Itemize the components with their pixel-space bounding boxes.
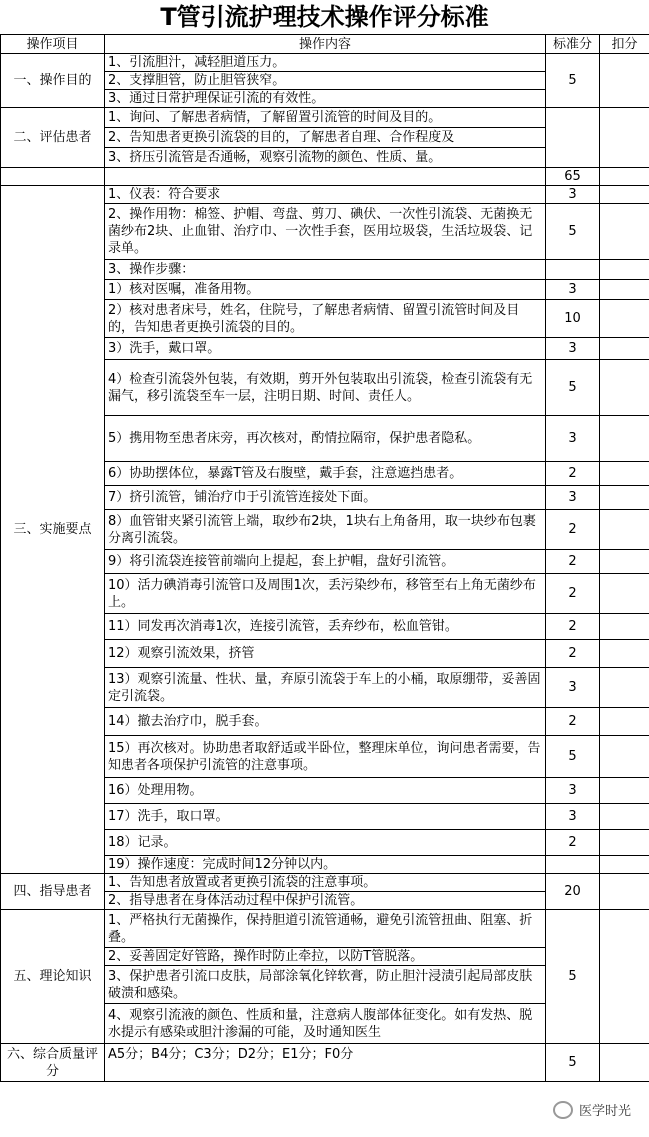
purpose-score: 5 [546,54,600,108]
theory-line-3: 3、保护患者引流口皮肤，局部涂氧化锌软膏，防止胆汁浸渍引起局部皮肤破溃和感染。 [105,966,546,1004]
implement-step-score: 2 [546,510,600,550]
theory-score: 5 [546,910,600,1044]
implement-step: 1、仪表：符合要求 [105,186,546,204]
implement-step-deduction[interactable] [600,550,649,574]
theory-deduction[interactable] [600,910,649,1044]
theory-line-2: 2、妥善固定好管路，操作时防止牵拉，以防T管脱落。 [105,948,546,966]
implement-step-deduction[interactable] [600,338,649,360]
implement-step-score: 2 [546,708,600,736]
category-purpose: 一、操作目的 [1,54,105,108]
implement-step: 3）洗手，戴口罩。 [105,338,546,360]
total-blank-cat [1,168,105,186]
table-header-row [1,35,649,54]
implement-step-deduction[interactable] [600,416,649,462]
purpose-line-1: 1、引流胆汁，减轻胆道压力。 [105,54,546,72]
implement-step-score: 5 [546,736,600,778]
implement-step-deduction[interactable] [600,486,649,510]
guide-deduction[interactable] [600,874,649,910]
assess-line-2: 2、告知患者更换引流袋的目的，了解患者自理、合作程度及 [105,128,546,148]
implement-step-score: 2 [546,550,600,574]
implement-step-deduction[interactable] [600,280,649,300]
table-row [1,54,649,72]
implement-step: 15）再次核对。协助患者取舒适或半卧位，整理床单位，询问患者需要，告知患者各项保护引流管的注意事项。 [105,736,546,778]
guide-line-2: 2、指导患者在身体活动过程中保护引流管。 [105,892,546,910]
implement-step-score: 3 [546,804,600,830]
implement-step-deduction[interactable] [600,736,649,778]
implement-step-score: 10 [546,300,600,338]
implement-step: 11）同发再次消毒1次，连接引流管，丢弃纱布，松血管钳。 [105,614,546,640]
total-deduction[interactable] [600,168,649,186]
category-theory: 五、理论知识 [1,910,105,1044]
implement-step: 3、操作步骤： [105,260,546,280]
implement-step-score: 2 [546,830,600,856]
implement-step-score: 3 [546,338,600,360]
implement-step: 8）血管钳夹紧引流管上端，取纱布2块，1块右上角备用，取一块纱布包裹分离引流袋。 [105,510,546,550]
implement-step: 1）核对医嘱，准备用物。 [105,280,546,300]
implement-step-deduction[interactable] [600,668,649,708]
implement-step-score: 2 [546,614,600,640]
implement-total-score: 65 [546,168,600,186]
implement-step-score: 3 [546,416,600,462]
quality-text: A5分；B4分；C3分；D2分；E1分；F0分 [105,1044,546,1082]
implement-step: 6）协助摆体位，暴露T管及右腹壁，戴手套，注意遮挡患者。 [105,462,546,486]
assess-score [546,108,600,168]
implement-step-score: 3 [546,486,600,510]
implement-step: 13）观察引流量、性状、量，弃原引流袋于车上的小桶，取原绷带，妥善固定引流袋。 [105,668,546,708]
implement-step-deduction[interactable] [600,300,649,338]
implement-step-score: 3 [546,778,600,804]
watermark-text: 医学时光 [578,1104,631,1119]
purpose-line-3: 3、通过日常护理保证引流的有效性。 [105,90,546,108]
implement-step: 2、操作用物：棉签、护帽、弯盘、剪刀、碘伏、一次性引流袋、无菌换无菌纱布2块、止血钳、治疗巾、一次性手套，医用垃圾袋，生活垃圾袋、记录单。 [105,204,546,260]
implement-step-score: 3 [546,280,600,300]
quality-score: 5 [546,1044,600,1082]
implement-step: 16）处理用物。 [105,778,546,804]
implement-step-deduction[interactable] [600,856,649,874]
theory-line-1: 1、严格执行无菌操作，保持胆道引流管通畅，避免引流管扭曲、阻塞、折叠。 [105,910,546,948]
watermark [553,1100,631,1119]
score-table [0,34,649,1082]
implement-step: 18）记录。 [105,830,546,856]
theory-line-4: 4、观察引流液的颜色、性质和量，注意病人腹部体征变化。如有发热、脱水提示有感染或胆汁渗漏的可能，及时通知医生 [105,1004,546,1044]
implement-step-score: 5 [546,204,600,260]
assess-deduction[interactable] [600,108,649,168]
table-row [1,168,649,186]
category-guide: 四、指导患者 [1,874,105,910]
implement-step-score [546,260,600,280]
implement-step: 4）检查引流袋外包装，有效期，剪开外包装取出引流袋，检查引流袋有无漏气，移引流袋至车一层，注明日期、时间、责任人。 [105,360,546,416]
assess-line-1: 1、询问、了解患者病情，了解留置引流管的时间及目的。 [105,108,546,128]
table-row [1,1044,649,1082]
implement-step-deduction[interactable] [600,462,649,486]
implement-step-deduction[interactable] [600,360,649,416]
implement-step-deduction[interactable] [600,804,649,830]
header-item: 操作项目 [1,35,105,54]
implement-step-deduction[interactable] [600,778,649,804]
guide-score: 20 [546,874,600,910]
implement-step-score: 2 [546,640,600,668]
implement-step: 17）洗手，取口罩。 [105,804,546,830]
implement-step-deduction[interactable] [600,260,649,280]
implement-step-score: 5 [546,360,600,416]
quality-deduction[interactable] [600,1044,649,1082]
header-content: 操作内容 [105,35,546,54]
table-row [1,108,649,128]
implement-step-score [546,856,600,874]
purpose-line-2: 2、支撑胆管，防止胆管狭窄。 [105,72,546,90]
implement-step-score: 3 [546,186,600,204]
wechat-icon [553,1101,573,1119]
implement-step: 19）操作速度：完成时间12分钟以内。 [105,856,546,874]
implement-step-deduction[interactable] [600,640,649,668]
implement-step: 10）活力碘消毒引流管口及周围1次，丢污染纱布，移管至右上角无菌纱布上。 [105,574,546,614]
implement-step-deduction[interactable] [600,614,649,640]
assess-line-3: 3、挤压引流管是否通畅，观察引流物的颜色、性质、量。 [105,148,546,168]
purpose-deduction[interactable] [600,54,649,108]
implement-step-deduction[interactable] [600,186,649,204]
implement-step: 5）携用物至患者床旁，再次核对，酌情拉隔帘，保护患者隐私。 [105,416,546,462]
total-blank-content [105,168,546,186]
table-row [1,910,649,948]
implement-step: 12）观察引流效果，挤管 [105,640,546,668]
page-title: T管引流护理技术操作评分标准 [0,0,649,35]
table-row [1,874,649,892]
category-quality: 六、综合质量评分 [1,1044,105,1082]
implement-step-deduction[interactable] [600,574,649,614]
implement-step-deduction[interactable] [600,830,649,856]
implement-step-deduction[interactable] [600,510,649,550]
implement-step-score: 2 [546,574,600,614]
table-row [1,186,649,204]
category-assess: 二、评估患者 [1,108,105,168]
implement-step: 7）挤引流管，铺治疗巾于引流管连接处下面。 [105,486,546,510]
implement-step: 2）核对患者床号，姓名，住院号，了解患者病情、留置引流管时间及目的，告知患者更换引流袋的目的。 [105,300,546,338]
category-implement: 三、实施要点 [1,186,105,874]
header-deduction: 扣分 [600,35,649,54]
header-standard: 标准分 [546,35,600,54]
implement-step: 9）将引流袋连接管前端向上提起，套上护帽，盘好引流管。 [105,550,546,574]
implement-step-deduction[interactable] [600,708,649,736]
implement-step-score: 3 [546,668,600,708]
implement-step-deduction[interactable] [600,204,649,260]
implement-step-score: 2 [546,462,600,486]
implement-step: 14）撤去治疗巾，脱手套。 [105,708,546,736]
guide-line-1: 1、告知患者放置或者更换引流袋的注意事项。 [105,874,546,892]
